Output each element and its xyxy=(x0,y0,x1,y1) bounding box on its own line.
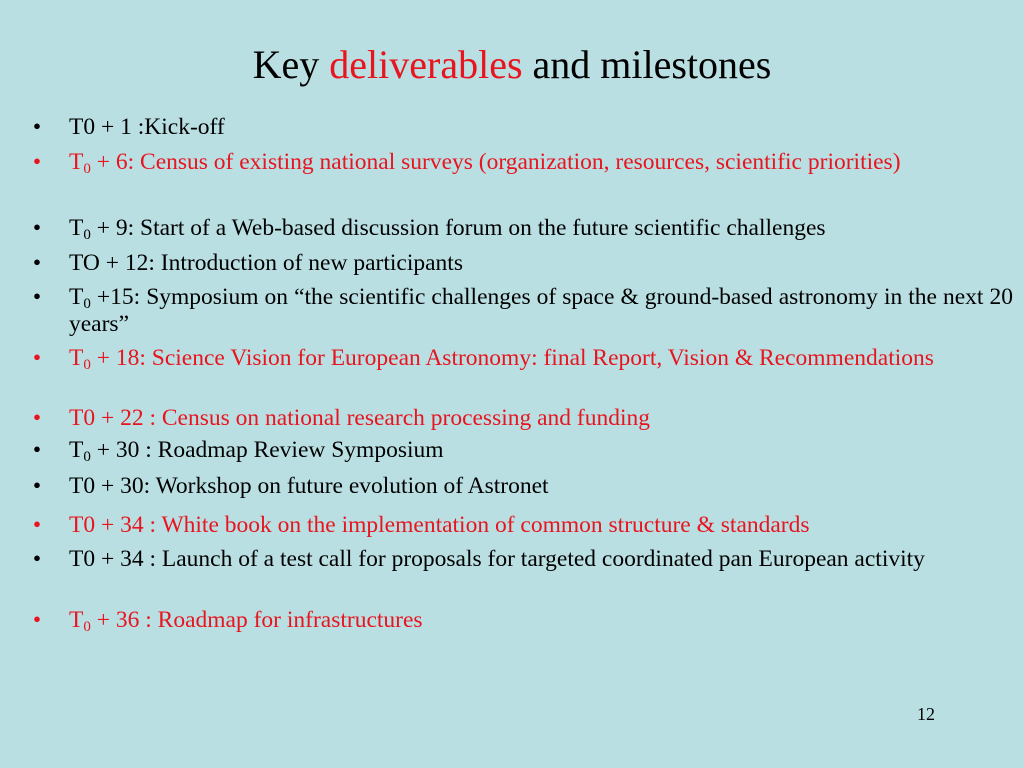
milestone-text: T xyxy=(69,345,84,371)
milestone-text-rest: + 6: Census of existing national surveys (organization, resources, scientific priorities) xyxy=(90,149,901,175)
bullet-icon: • xyxy=(32,250,42,276)
milestone-subscript: 0 xyxy=(83,161,91,177)
milestone-item xyxy=(32,512,1013,539)
milestone-text: T xyxy=(69,437,84,463)
milestone-item xyxy=(32,607,1013,635)
page-number: 12 xyxy=(917,704,935,724)
milestone-subscript: 0 xyxy=(83,227,91,243)
milestone-text: T xyxy=(69,215,84,241)
milestone-text: T0 + 30: Workshop on future evolution of Astronet xyxy=(69,473,549,499)
milestone-text: T0 + 34 : Launch of a test call for proposals for targeted coordinated pan European activity xyxy=(69,546,925,572)
title-text-start: Key xyxy=(252,42,330,87)
bullet-icon: • xyxy=(32,284,42,310)
milestone-text: T0 + 22 : Census on national research processing and funding xyxy=(69,405,651,431)
bullet-icon: • xyxy=(32,345,42,371)
milestone-text-rest: +15: Symposium on “the scientific challenges of space & ground-based astronomy in the next 20 years” xyxy=(69,284,1013,337)
milestone-text-rest: + 18: Science Vision for European Astronomy: final Report, Vision & Recommendations xyxy=(90,345,934,371)
milestone-text: TO + 12: Introduction of new participants xyxy=(69,250,463,276)
milestone-item xyxy=(32,215,1013,243)
milestone-subscript: 0 xyxy=(83,619,91,635)
bullet-icon: • xyxy=(32,473,42,499)
milestone-text-rest: + 36 : Roadmap for infrastructures xyxy=(90,607,423,633)
milestone-subscript: 0 xyxy=(83,449,91,465)
bullet-icon: • xyxy=(32,149,42,175)
milestone-text: T0 + 1 :Kick-off xyxy=(69,114,225,140)
milestone-item xyxy=(32,437,1013,465)
title-accent-word: deliverables xyxy=(329,42,523,87)
bullet-icon: • xyxy=(32,405,42,431)
bullet-icon: • xyxy=(32,114,42,140)
milestone-item xyxy=(32,149,1013,177)
bullet-icon: • xyxy=(32,512,42,538)
bullet-icon: • xyxy=(32,215,42,241)
milestone-text: T xyxy=(69,149,84,175)
milestone-item xyxy=(32,284,1013,338)
milestone-text-rest: + 30 : Roadmap Review Symposium xyxy=(90,437,444,463)
milestone-item xyxy=(32,405,1013,432)
milestone-item xyxy=(32,473,1013,500)
milestone-item xyxy=(32,114,1013,141)
milestone-text: T xyxy=(69,284,84,310)
milestone-item xyxy=(32,345,1013,373)
bullet-icon: • xyxy=(32,607,42,633)
milestone-text: T xyxy=(69,607,84,633)
milestone-subscript: 0 xyxy=(83,357,91,373)
milestone-subscript: 0 xyxy=(83,296,91,312)
bullet-icon: • xyxy=(32,546,42,572)
milestone-item xyxy=(32,546,1013,573)
title-text-end: and milestones xyxy=(522,42,772,87)
bullet-icon: • xyxy=(32,437,42,463)
milestone-text-rest: + 9: Start of a Web-based discussion forum on the future scientific challenges xyxy=(90,215,826,241)
milestone-text: T0 + 34 : White book on the implementation of common structure & standards xyxy=(69,512,810,538)
milestone-item xyxy=(32,250,1013,277)
